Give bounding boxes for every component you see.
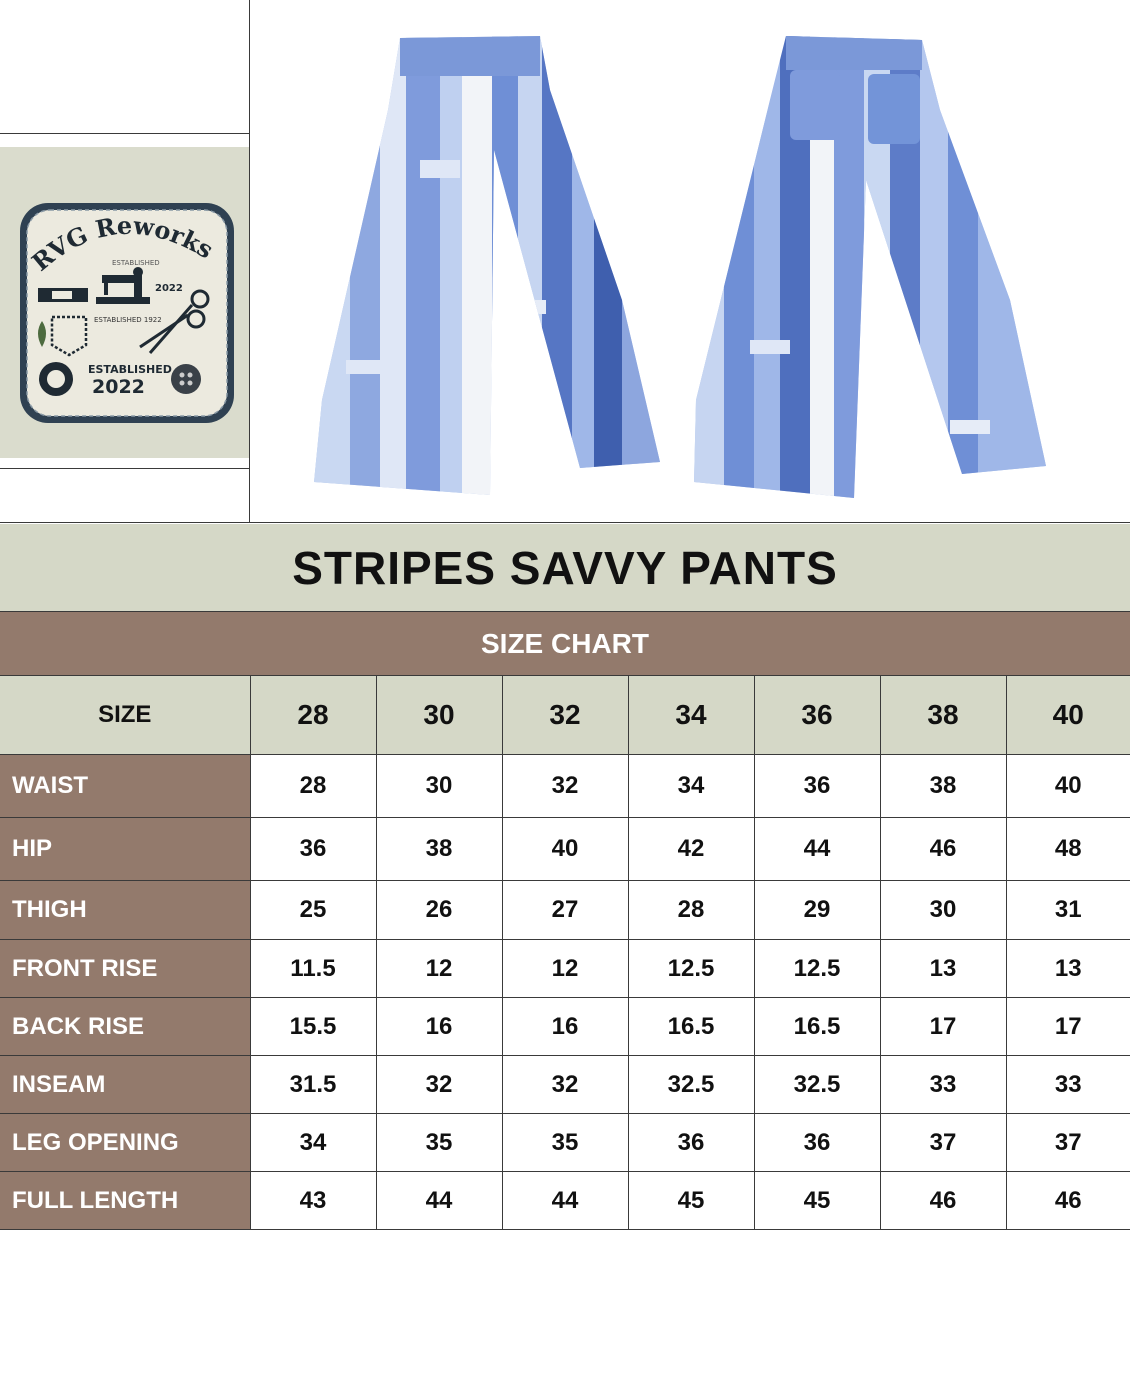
measurement-value: 31.5 <box>250 1056 376 1114</box>
size-header-cell: 30 <box>376 676 502 755</box>
measurement-value: 34 <box>628 755 754 818</box>
measurement-value: 26 <box>376 881 502 940</box>
measurement-row <box>0 818 1130 881</box>
measurement-value: 44 <box>376 1172 502 1230</box>
measurement-value: 35 <box>376 1114 502 1172</box>
size-chart-table <box>0 676 1130 1230</box>
logo-year-small: 2022 <box>155 283 183 294</box>
measurement-row <box>0 998 1130 1056</box>
measurement-value: 32.5 <box>628 1056 754 1114</box>
measurement-row <box>0 1056 1130 1114</box>
measurement-value: 12 <box>376 940 502 998</box>
size-chart-band <box>0 612 1130 676</box>
size-header-cell: 28 <box>250 676 376 755</box>
logo-tagline: ESTABLISHED <box>112 259 160 267</box>
measurement-value: 30 <box>376 755 502 818</box>
measurement-value: 46 <box>1006 1172 1130 1230</box>
size-header-cell: 36 <box>754 676 880 755</box>
logo-established: ESTABLISHED <box>88 363 172 376</box>
measurement-value: 37 <box>1006 1114 1130 1172</box>
measurement-value: 16.5 <box>754 998 880 1056</box>
measurement-value: 44 <box>754 818 880 881</box>
logo-panel <box>0 147 249 458</box>
measurement-value: 45 <box>628 1172 754 1230</box>
measurement-value: 15.5 <box>250 998 376 1056</box>
product-title-band <box>0 524 1130 612</box>
measurement-value: 25 <box>250 881 376 940</box>
measurement-value: 37 <box>880 1114 1006 1172</box>
measurement-value: 42 <box>628 818 754 881</box>
brand-logo <box>0 147 249 458</box>
measurement-value: 33 <box>880 1056 1006 1114</box>
measurement-value: 11.5 <box>250 940 376 998</box>
measurement-value: 16.5 <box>628 998 754 1056</box>
measurement-value: 29 <box>754 881 880 940</box>
measurement-row <box>0 940 1130 998</box>
measurement-label: LEG OPENING <box>0 1114 250 1172</box>
measurement-label: HIP <box>0 818 250 881</box>
measurement-value: 40 <box>1006 755 1130 818</box>
measurement-value: 12 <box>502 940 628 998</box>
product-photos <box>250 0 1130 522</box>
measurement-value: 28 <box>628 881 754 940</box>
measurement-value: 32 <box>502 1056 628 1114</box>
measurement-value: 46 <box>880 818 1006 881</box>
measurement-label: BACK RISE <box>0 998 250 1056</box>
pants-images <box>250 0 1130 522</box>
measurement-value: 27 <box>502 881 628 940</box>
front-view-pants <box>310 30 670 510</box>
button-icon <box>171 364 201 394</box>
size-header-cell: 40 <box>1006 676 1130 755</box>
measurement-value: 28 <box>250 755 376 818</box>
logo-year: 2022 <box>92 376 145 398</box>
measurement-row <box>0 755 1130 818</box>
measurement-value: 33 <box>1006 1056 1130 1114</box>
measurement-value: 43 <box>250 1172 376 1230</box>
measurement-value: 45 <box>754 1172 880 1230</box>
measurement-value: 40 <box>502 818 628 881</box>
measurement-value: 34 <box>250 1114 376 1172</box>
measurement-row <box>0 881 1130 940</box>
measurement-label: WAIST <box>0 755 250 818</box>
logo-column <box>0 0 250 522</box>
measurement-value: 12.5 <box>754 940 880 998</box>
back-view-pants <box>690 30 1050 510</box>
tape-measure-icon <box>38 288 88 302</box>
measurement-value: 13 <box>880 940 1006 998</box>
measurement-value: 17 <box>1006 998 1130 1056</box>
measurement-label: THIGH <box>0 881 250 940</box>
measurement-value: 32.5 <box>754 1056 880 1114</box>
logo-brand-text: RVG Reworks <box>26 210 219 277</box>
measurement-value: 16 <box>376 998 502 1056</box>
measurement-label: FULL LENGTH <box>0 1172 250 1230</box>
measurement-value: 31 <box>1006 881 1130 940</box>
measurement-value: 13 <box>1006 940 1130 998</box>
measurement-value: 38 <box>376 818 502 881</box>
measurement-label: FRONT RISE <box>0 940 250 998</box>
size-header-cell: 34 <box>628 676 754 755</box>
product-header <box>0 0 1130 523</box>
measurement-value: 36 <box>754 755 880 818</box>
measurement-value: 44 <box>502 1172 628 1230</box>
reel-icon <box>39 362 73 396</box>
product-title: STRIPES SAVVY PANTS <box>292 541 838 594</box>
measurement-value: 32 <box>376 1056 502 1114</box>
divider <box>0 133 249 134</box>
measurement-value: 16 <box>502 998 628 1056</box>
measurement-value: 36 <box>628 1114 754 1172</box>
measurement-value: 12.5 <box>628 940 754 998</box>
size-header-cell: 38 <box>880 676 1006 755</box>
size-header-row <box>0 676 1130 755</box>
measurement-value: 32 <box>502 755 628 818</box>
measurement-value: 30 <box>880 881 1006 940</box>
divider <box>0 468 249 469</box>
measurement-value: 38 <box>880 755 1006 818</box>
size-header-cell: 32 <box>502 676 628 755</box>
measurement-row <box>0 1172 1130 1230</box>
logo-established-small: ESTABLISHED 1922 <box>94 316 162 324</box>
measurement-value: 17 <box>880 998 1006 1056</box>
measurement-value: 48 <box>1006 818 1130 881</box>
size-header-label: SIZE <box>0 676 250 755</box>
measurement-value: 36 <box>754 1114 880 1172</box>
measurement-row <box>0 1114 1130 1172</box>
measurement-label: INSEAM <box>0 1056 250 1114</box>
size-chart-heading: SIZE CHART <box>481 627 649 659</box>
measurement-value: 46 <box>880 1172 1006 1230</box>
measurement-value: 35 <box>502 1114 628 1172</box>
measurement-value: 36 <box>250 818 376 881</box>
